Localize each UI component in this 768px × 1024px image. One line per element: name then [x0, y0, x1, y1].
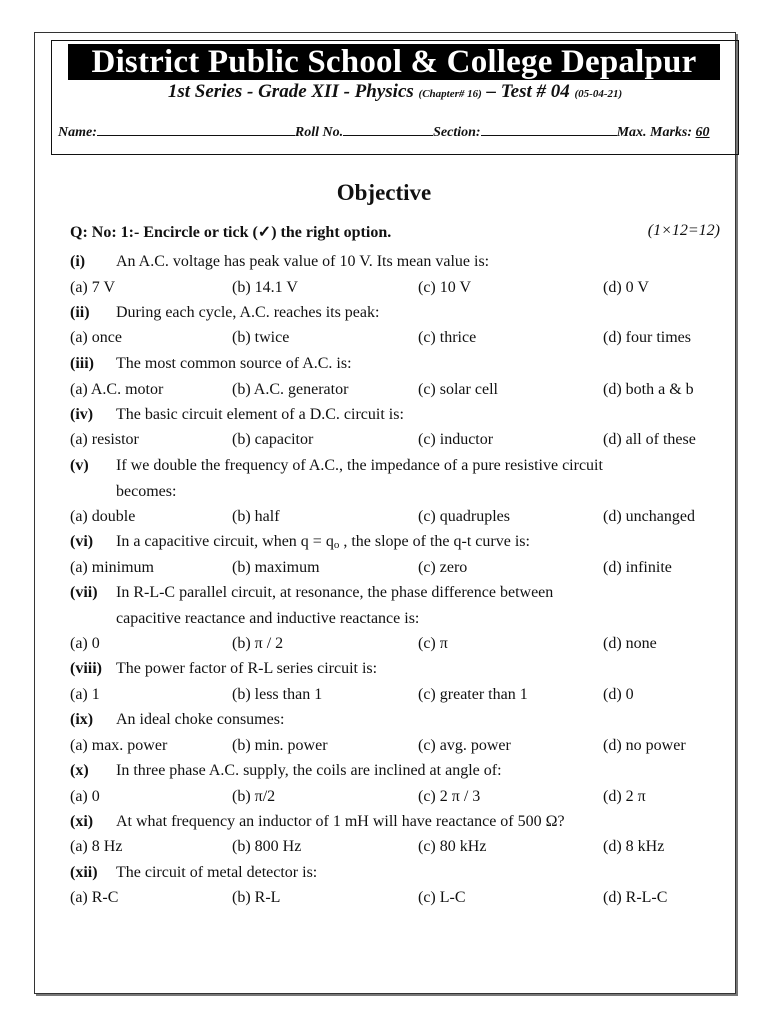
- option-a[interactable]: (a) 0: [70, 635, 100, 652]
- option-b[interactable]: (b) half: [232, 508, 280, 525]
- section-label: Section:: [433, 125, 481, 140]
- question-number: (ix): [70, 711, 94, 728]
- option-d[interactable]: (d) both a & b: [603, 381, 694, 398]
- option-c[interactable]: (c) inductor: [418, 431, 494, 448]
- question-text: An ideal choke consumes:: [116, 711, 285, 728]
- option-a[interactable]: (a) 8 Hz: [70, 838, 123, 855]
- option-b[interactable]: (b) 800 Hz: [232, 838, 302, 855]
- school-name-banner: District Public School & College Depalpur: [68, 44, 720, 80]
- question-number: (iv): [70, 406, 94, 423]
- question-number: (vii): [70, 584, 98, 601]
- question-text: During each cycle, A.C. reaches its peak:: [116, 304, 380, 321]
- test-number: – Test # 04: [486, 81, 570, 102]
- option-d[interactable]: (d) unchanged: [603, 508, 695, 525]
- question-number: (xii): [70, 864, 98, 881]
- option-c[interactable]: (c) L-C: [418, 889, 466, 906]
- option-b[interactable]: (b) min. power: [232, 737, 328, 754]
- question-text: An A.C. voltage has peak value of 10 V. Its mean value is:: [116, 253, 490, 270]
- option-d[interactable]: (d) infinite: [603, 559, 672, 576]
- question-text: In three phase A.C. supply, the coils are inclined at angle of:: [116, 762, 502, 779]
- chapter-label: (Chapter# 16): [418, 88, 482, 100]
- question-number: (v): [70, 457, 89, 474]
- subscript-o: o: [333, 539, 340, 551]
- max-marks-label: Max. Marks:: [616, 125, 693, 140]
- option-a[interactable]: (a) 1: [70, 686, 100, 703]
- question-text-post: , the slope of the q-t curve is:: [339, 533, 530, 550]
- option-b[interactable]: (b) maximum: [232, 559, 320, 576]
- section-title: Objective: [336, 180, 432, 205]
- option-b[interactable]: (b) 14.1 V: [232, 279, 298, 296]
- question-number: (x): [70, 762, 89, 779]
- instruction-marks: (1×12=12): [647, 222, 720, 239]
- name-blank[interactable]: [97, 123, 295, 136]
- option-c[interactable]: (c) quadruples: [418, 508, 510, 525]
- option-d[interactable]: (d) all of these: [603, 431, 696, 448]
- series-main: 1st Series - Grade XII - Physics: [167, 81, 414, 102]
- max-marks-value: 60: [695, 125, 710, 140]
- question-number: (vi): [70, 533, 94, 550]
- option-d[interactable]: (d) 2 π: [603, 788, 646, 805]
- option-c[interactable]: (c) 10 V: [418, 279, 472, 296]
- question-text: The circuit of metal detector is:: [116, 864, 318, 881]
- test-date: (05-04-21): [574, 88, 623, 100]
- option-c[interactable]: (c) thrice: [418, 329, 477, 346]
- question-number: (iii): [70, 355, 94, 372]
- question-text: The power factor of R-L series circuit is:: [116, 660, 378, 677]
- question-text-pre: In a capacitive circuit, when q = q: [116, 533, 334, 550]
- question-text-line2: capacitive reactance and inductive reactance is:: [116, 610, 420, 627]
- question-text: At what frequency an inductor of 1 mH will have reactance of 500 Ω?: [116, 813, 565, 830]
- question-number: (xi): [70, 813, 94, 830]
- question-text: The basic circuit element of a D.C. circuit is:: [116, 406, 404, 423]
- test-series-line: [51, 81, 739, 103]
- option-d[interactable]: (d) 0 V: [603, 279, 649, 296]
- option-d[interactable]: (d) R-L-C: [603, 889, 668, 906]
- question-text: If we double the frequency of A.C., the impedance of a pure resistive circuit: [116, 457, 603, 474]
- question-number: (i): [70, 253, 86, 270]
- question-text-line2: becomes:: [116, 483, 177, 500]
- option-c[interactable]: (c) zero: [418, 559, 468, 576]
- question-text: The most common source of A.C. is:: [116, 355, 352, 372]
- section-blank[interactable]: [481, 123, 617, 136]
- option-b[interactable]: (b) π / 2: [232, 635, 284, 652]
- option-b[interactable]: (b) A.C. generator: [232, 381, 349, 398]
- roll-label: Roll No.: [294, 125, 344, 140]
- option-a[interactable]: (a) max. power: [70, 737, 168, 754]
- option-c[interactable]: (c) 2 π / 3: [418, 788, 481, 805]
- option-b[interactable]: (b) twice: [232, 329, 290, 346]
- option-b[interactable]: (b) less than 1: [232, 686, 323, 703]
- option-d[interactable]: (d) none: [603, 635, 657, 652]
- option-a[interactable]: (a) double: [70, 508, 136, 525]
- option-a[interactable]: (a) A.C. motor: [70, 381, 164, 398]
- roll-blank[interactable]: [343, 123, 433, 136]
- option-c[interactable]: (c) 80 kHz: [418, 838, 487, 855]
- option-c[interactable]: (c) π: [418, 635, 448, 652]
- question-number: (viii): [70, 660, 102, 677]
- option-a[interactable]: (a) 7 V: [70, 279, 116, 296]
- option-b[interactable]: (b) R-L: [232, 889, 281, 906]
- option-a[interactable]: (a) R-C: [70, 889, 119, 906]
- option-d[interactable]: (d) 0: [603, 686, 634, 703]
- option-a[interactable]: (a) resistor: [70, 431, 139, 448]
- question-text: [116, 533, 530, 551]
- option-d[interactable]: (d) 8 kHz: [603, 838, 665, 855]
- instruction-text: Q: No: 1:- Encircle or tick (✓) the right option.: [70, 224, 392, 241]
- option-a[interactable]: (a) minimum: [70, 559, 154, 576]
- option-b[interactable]: (b) capacitor: [232, 431, 314, 448]
- option-c[interactable]: (c) greater than 1: [418, 686, 528, 703]
- option-a[interactable]: (a) 0: [70, 788, 100, 805]
- option-d[interactable]: (d) four times: [603, 329, 691, 346]
- question-text: In R-L-C parallel circuit, at resonance, the phase difference between: [116, 584, 554, 601]
- name-label: Name:: [58, 125, 97, 140]
- student-info-fields: [58, 123, 733, 141]
- option-d[interactable]: (d) no power: [603, 737, 686, 754]
- option-c[interactable]: (c) solar cell: [418, 381, 498, 398]
- option-c[interactable]: (c) avg. power: [418, 737, 511, 754]
- option-a[interactable]: (a) once: [70, 329, 122, 346]
- option-b[interactable]: (b) π/2: [232, 788, 276, 805]
- question-number: (ii): [70, 304, 90, 321]
